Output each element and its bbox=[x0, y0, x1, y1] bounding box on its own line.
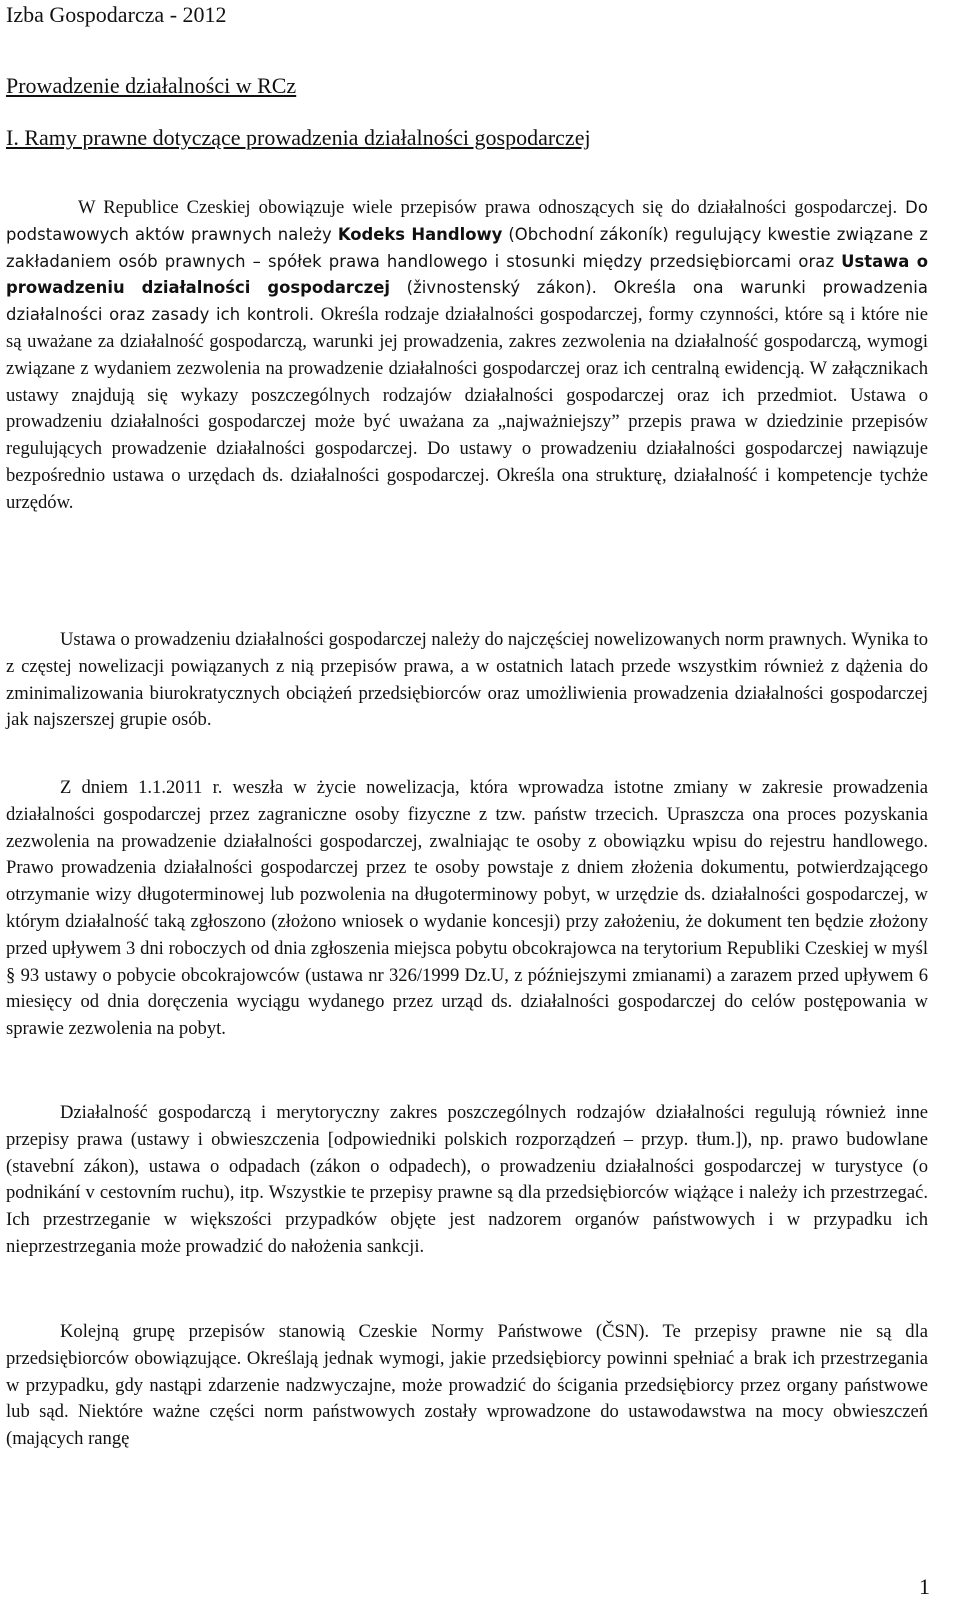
paragraph-2011-amendment bbox=[6, 775, 928, 1043]
paragraph-text: Działalność gospodarczą i merytoryczny zakres poszczególnych rodzajów działalności regulują również inne przepisy prawa (ustawy i obwieszczenia [odpowiedniki polskich rozporządzeń – przyp. tłum.]), np. prawo budowlane (stavební zákon), ustawa o odpadach (zákon o odpadech), o prowadzeniu działalności gospodarczej w turystyce (o podnikání v cestovním ruchu), itp. Wszystkie te przepisy prawne są dla przedsiębiorców wiążące i należy ich przestrzegać. Ich przestrzeganie w większości przypadków objęte jest nadzorem organów państwowych i w przypadku ich nieprzestrzegania może prowadzić do nałożenia sankcji. bbox=[6, 1102, 928, 1257]
paragraph-amendments bbox=[6, 627, 928, 734]
paragraph-czech-standards bbox=[6, 1319, 928, 1453]
paragraph-sentence: W Republice Czeskiej obowiązuje wiele przepisów prawa odnoszących się do działalności gospodarczej. bbox=[78, 197, 906, 218]
paragraph-sentence: (živnostenský zákon). Określa ona warunki prowadzenia działalności oraz zasady ich kontroli. bbox=[6, 278, 928, 325]
section-heading: I. Ramy prawne dotyczące prowadzenia działalności gospodarczej bbox=[6, 125, 591, 150]
paragraph-text: Kolejną grupę przepisów stanowią Czeskie Normy Państwowe (ČSN). Te przepisy prawne nie są dla przedsiębiorców obowiązujące. Określają jednak wymogi, jakie przedsiębiorcy powinni spełniać a brak ich przestrzegania w przypadku, gdy nastąpi zdarzenie nadzwyczajne, może prowadzić do ścigania przedsiębiorcy przez organy państwowe lub sąd. Niektóre ważne części norm państwowych zostały wprowadzone do ustawodawstwa na mocy obwieszczeń (mających rangę bbox=[6, 1321, 928, 1450]
document-header: Izba Gospodarcza - 2012 bbox=[6, 2, 227, 27]
paragraph-text: Ustawa o prowadzeniu działalności gospodarczej należy do najczęściej nowelizowanych norm prawnych. Wynika to z częstej nowelizacji powiązanych z nią przepisów prawa, a w ostatnich latach przede wszystkim również z dążenia do zminimalizowania biurokratycznych obciążeń przedsiębiorców oraz umożliwienia prowadzenia działalności gospodarczej jak najszerszej grupie osób. bbox=[6, 629, 928, 731]
commercial-code-term: Kodeks Handlowy bbox=[337, 224, 503, 244]
trade-act-term: Ustawa o prowadzeniu działalności gospodarczej bbox=[6, 251, 928, 298]
paragraph-other-regulations bbox=[6, 1100, 928, 1261]
paragraph-text: Z dniem 1.1.2011 r. weszła w życie nowelizacja, która wprowadza istotne zmiany w zakresie prowadzenia działalności gospodarczej przez zagraniczne osoby fizyczne z tzw. państw trzecich. Upraszcza ona proces pozyskania zezwolenia na prowadzenie działalności gospodarczej, zwalniając te osoby z obowiązku wpisu do rejestru handlowego. Prawo prowadzenia działalności gospodarczej przez te osoby powstaje z dniem złożenia dokumentu, potwierdzającego otrzymanie wizy długoterminowej lub pozwolenia na długoterminowy pobyt, w urzędzie ds. działalności gospodarczej, w którym działalność taką zgłoszono (złożono wniosek o wydanie koncesji) przy założeniu, że dokument ten będzie złożony przed upływem 3 dni roboczych od dnia zgłoszenia miejsca pobytu obcokrajowca na terytorium Republiki Czeskiej w myśl § 93 ustawy o pobycie obcokrajowców (ustawa nr 326/1999 Dz.U, z późniejszymi zmianami) a zarazem przed upływem 6 miesięcy od dnia doręczenia wyciągu wydanego przez urząd ds. działalności gospodarczej do celów postępowania w sprawie zezwolenia na pobyt. bbox=[6, 777, 928, 1040]
paragraph-sentence: Do podstawowych aktów prawnych należy bbox=[6, 198, 928, 244]
paragraph-legal-framework bbox=[6, 195, 928, 517]
page-number: 1 bbox=[919, 1574, 930, 1599]
paragraph-sentence: (Obchodní zákoník) regulujący kwestie związane z zakładaniem osób prawnych – spółek prawa handlowego i stosunki między przedsiębiorcami oraz bbox=[6, 224, 929, 271]
document-title: Prowadzenie działalności w RCz bbox=[6, 73, 297, 98]
paragraph-sentence: Określa rodzaje działalności gospodarczej, formy czynności, które są i które nie są uważane za działalność gospodarczą, warunki jej prowadzenia, zakres zezwolenia na działalność gospodarczą, wymogi związane z wydaniem zezwolenia na prowadzenie działalności gospodarczej oraz ich centralną ewidencją. W załącznikach ustawy znajdują się wykazy poszczególnych rodzajów działalności gospodarczej oraz ich przedmiot. Ustawa o prowadzeniu działalności gospodarczej może być uważana za „najważniejszy” przepis prawa w dziedzinie przepisów regulujących prowadzenie działalności gospodarczej. Do ustawy o prowadzeniu działalności gospodarczej nawiązuje bezpośrednio ustawa o urzędach ds. działalności gospodarczej. Określa ona strukturę, działalność i kompetencje tychże urzędów. bbox=[6, 304, 928, 513]
